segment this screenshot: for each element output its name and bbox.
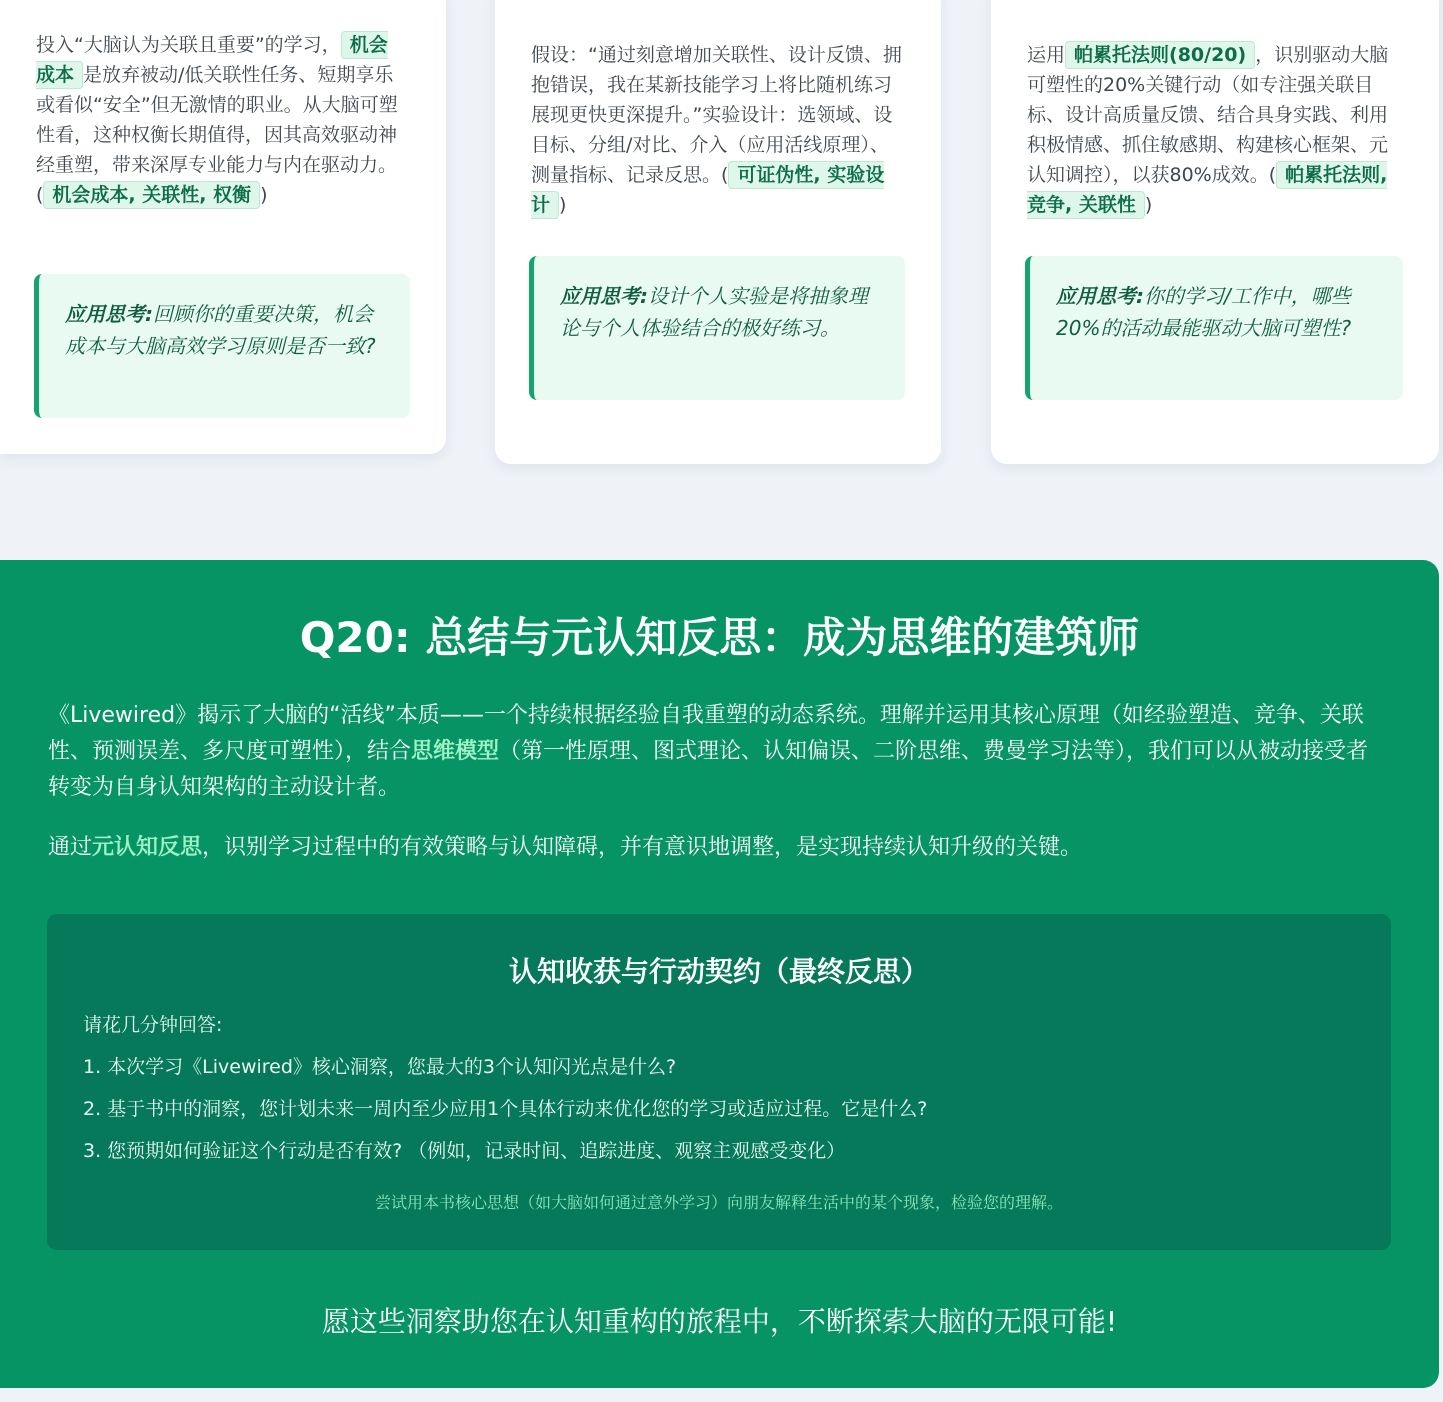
apply-label: 应用思考: xyxy=(65,302,153,326)
keyword-tags: 可证伪性, 实验设计 xyxy=(531,161,884,219)
card-text: ，识别驱动大脑可塑性的20%关键行动（如专注强关联目标、设计高质量反馈、结合具身实践、利用积极情感、抓住敏感期、构建核心框架、元认知调控），以获80%成效。( xyxy=(1027,44,1389,186)
highlight-term: 元认知反思 xyxy=(92,835,203,860)
card-text: ) xyxy=(260,184,268,206)
panel-prompt: 请花几分钟回答: xyxy=(83,1014,223,1036)
card-text: ) xyxy=(559,194,567,216)
list-item: 1. 本次学习《Livewired》核心洞察，您最大的3个认知闪光点是什么? xyxy=(83,1056,677,1078)
apply-label: 应用思考: xyxy=(1056,284,1144,308)
apply-thinking-box xyxy=(34,274,410,418)
meta-text: ，识别学习过程中的有效策略与认知障碍，并有意识地调整，是实现持续认知升级的关键。 xyxy=(202,835,1083,860)
intro-text: 《Livewired》揭示了大脑的“活线”本质——一个持续根据经验自我重塑的动态系统。理解并运用其核心原理（如经验塑造、竞争、关联性、预测误差、多尺度可塑性），结合 xyxy=(48,703,1364,764)
summary-section xyxy=(0,560,1439,1388)
card-text: ) xyxy=(1144,194,1153,216)
insight-card-experiment xyxy=(495,0,941,464)
reflection-panel xyxy=(47,914,1391,1250)
apply-text: 你的学习/工作中，哪些20%的活动最能驱动大脑可塑性? xyxy=(1056,284,1352,340)
insight-card-opportunity-cost xyxy=(0,0,446,454)
concept-tag: 机会成本 xyxy=(36,31,388,89)
insight-card-pareto xyxy=(991,0,1439,464)
concept-tag: 帕累托法则(80/20) xyxy=(1065,41,1255,69)
panel-title: 认知收获与行动契约（最终反思） xyxy=(508,955,929,988)
question-list xyxy=(83,1052,927,1178)
card-text: 运用 xyxy=(1027,44,1066,66)
list-item: 3. 您预期如何验证这个行动是否有效? （例如，记录时间、追踪进度、观察主观感受变化） xyxy=(83,1140,846,1162)
section-title: Q20: 总结与元认知反思：成为思维的建筑师 xyxy=(299,613,1140,662)
highlight-term: 思维模型 xyxy=(411,739,500,764)
keyword-tags: 帕累托法则, 竞争, 关联性 xyxy=(1027,161,1387,219)
card-text: 是放弃被动/低关联性任务、短期享乐或看似“安全”但无激情的职业。从大脑可塑性看，这种权衡长期值得，因其高效驱动神经重塑，带来深厚专业能力与内在驱动力。( xyxy=(36,64,398,206)
apply-thinking-box xyxy=(1025,256,1403,400)
card-body xyxy=(1027,40,1399,220)
apply-text: 回顾你的重要决策，机会成本与大脑高效学习原则是否一致? xyxy=(65,302,376,358)
meta-text: 通过 xyxy=(48,835,93,860)
apply-text: 设计个人实验是将抽象理论与个人体验结合的极好练习。 xyxy=(560,284,868,340)
intro-paragraph xyxy=(48,698,1389,806)
apply-thinking-box xyxy=(529,256,905,400)
closing-message: 愿这些洞察助您在认知重构的旅程中，不断探索大脑的无限可能! xyxy=(321,1305,1118,1338)
list-item: 2. 基于书中的洞察，您计划未来一周内至少应用1个具体行动来优化您的学习或适应过程。它是什么? xyxy=(83,1098,928,1120)
card-text: 投入“大脑认为关联且重要”的学习， xyxy=(36,34,341,56)
card-text: 假设：“通过刻意增加关联性、设计反馈、拥抱错误，我在某新技能学习上将比随机练习展现更快更深提升。”实验设计：选领域、设目标、分组/对比、介入（应用活线原理）、测量指标、记录反思。( xyxy=(531,44,902,186)
card-body xyxy=(531,40,903,220)
metacognition-paragraph xyxy=(48,830,1389,866)
keyword-tags: 机会成本, 关联性, 权衡 xyxy=(43,181,260,209)
intro-text: （第一性原理、图式理论、认知偏误、二阶思维、费曼学习法等），我们可以从被动接受者转变为自身认知架构的主动设计者。 xyxy=(48,739,1369,800)
apply-label: 应用思考: xyxy=(560,284,648,308)
panel-tip: 尝试用本书核心思想（如大脑如何通过意外学习）向朋友解释生活中的某个现象，检验您的理解。 xyxy=(374,1193,1063,1212)
card-body xyxy=(36,30,400,210)
